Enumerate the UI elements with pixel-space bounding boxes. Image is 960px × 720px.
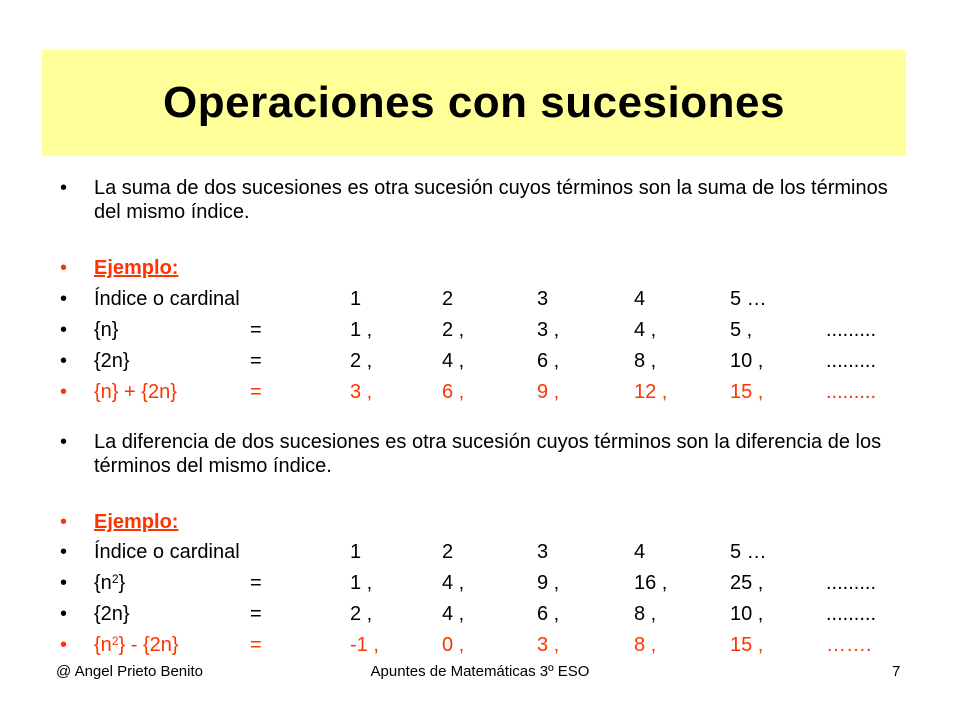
label-post: } bbox=[118, 572, 126, 594]
bullet-icon: • bbox=[60, 177, 68, 199]
equals-sign: = bbox=[250, 572, 262, 594]
cell: 1 , bbox=[350, 319, 373, 341]
cell: 4 bbox=[634, 541, 646, 563]
cell-ellipsis: ......... bbox=[826, 350, 877, 372]
cell: 12 , bbox=[634, 381, 668, 403]
bullet-icon: • bbox=[60, 572, 68, 594]
cell: 3 , bbox=[537, 319, 560, 341]
footer-author: @ Angel Prieto Benito bbox=[56, 663, 203, 680]
exponent: 2 bbox=[111, 634, 119, 648]
label-pre: {n bbox=[94, 634, 112, 656]
cell: 15 , bbox=[730, 381, 764, 403]
cell: 5 , bbox=[730, 319, 753, 341]
cell: 0 , bbox=[442, 634, 465, 656]
equals-sign: = bbox=[250, 603, 262, 625]
cell: 4 , bbox=[634, 319, 657, 341]
cell: 15 , bbox=[730, 634, 764, 656]
row-label bbox=[94, 571, 125, 595]
cell-ellipsis: ......... bbox=[826, 381, 877, 403]
label-post: } - {2n} bbox=[118, 634, 179, 656]
cell: 1 bbox=[350, 288, 362, 310]
cell: 3 bbox=[537, 288, 549, 310]
cell: 2 , bbox=[350, 350, 373, 372]
cell: 1 bbox=[350, 541, 362, 563]
cell-ellipsis: ......... bbox=[826, 603, 877, 625]
cell: 6 , bbox=[537, 603, 560, 625]
equals-sign: = bbox=[250, 350, 262, 372]
bullet-icon: • bbox=[60, 431, 68, 453]
row-label: {2n} bbox=[94, 603, 130, 625]
exponent: 2 bbox=[111, 572, 119, 586]
cell: 2 , bbox=[442, 319, 465, 341]
bullet-icon: • bbox=[60, 319, 68, 341]
bullet-icon: • bbox=[60, 350, 68, 372]
bullet-icon: • bbox=[60, 603, 68, 625]
footer-course: Apuntes de Matemáticas 3º ESO bbox=[370, 663, 590, 680]
cell: 10 , bbox=[730, 350, 764, 372]
bullet-icon: • bbox=[60, 541, 68, 563]
cell-ellipsis: ......... bbox=[826, 572, 877, 594]
page-title: Operaciones con sucesiones bbox=[163, 78, 785, 127]
row-label: {2n} bbox=[94, 350, 130, 372]
cell: 5 … bbox=[730, 288, 767, 310]
title-banner bbox=[42, 50, 906, 156]
cell: 9 , bbox=[537, 572, 560, 594]
cell: 2 bbox=[442, 541, 454, 563]
equals-sign: = bbox=[250, 381, 262, 403]
suma-definition: La suma de dos sucesiones es otra sucesión cuyos términos son la suma de los términos del mismo índice. bbox=[94, 177, 888, 223]
footer-page-number: 7 bbox=[892, 663, 901, 680]
cell: 1 , bbox=[350, 572, 373, 594]
cell: 3 bbox=[537, 541, 549, 563]
cell: 3 , bbox=[537, 634, 560, 656]
cell: 2 , bbox=[350, 603, 373, 625]
cell: 8 , bbox=[634, 634, 657, 656]
row-label bbox=[94, 633, 179, 657]
cell: 6 , bbox=[442, 381, 465, 403]
row-label: Índice o cardinal bbox=[94, 288, 240, 310]
row-label: Índice o cardinal bbox=[94, 541, 240, 563]
cell: 4 , bbox=[442, 603, 465, 625]
row-label: {n} bbox=[94, 319, 119, 341]
cell: 10 , bbox=[730, 603, 764, 625]
cell: 3 , bbox=[350, 381, 373, 403]
label-pre: {n bbox=[94, 572, 112, 594]
cell: 8 , bbox=[634, 603, 657, 625]
cell: 4 , bbox=[442, 350, 465, 372]
equals-sign: = bbox=[250, 319, 262, 341]
cell-ellipsis: ……. bbox=[826, 634, 872, 656]
bullet-icon: • bbox=[60, 634, 68, 656]
cell: 9 , bbox=[537, 381, 560, 403]
cell: 8 , bbox=[634, 350, 657, 372]
cell: 4 , bbox=[442, 572, 465, 594]
row-label: {n} + {2n} bbox=[94, 381, 177, 403]
cell: 5 … bbox=[730, 541, 767, 563]
cell: 25 , bbox=[730, 572, 764, 594]
bullet-icon: • bbox=[60, 511, 68, 533]
cell-ellipsis: ......... bbox=[826, 319, 877, 341]
ejemplo-label: Ejemplo: bbox=[94, 511, 179, 533]
bullet-icon: • bbox=[60, 257, 68, 279]
cell: 4 bbox=[634, 288, 646, 310]
cell: -1 , bbox=[350, 634, 379, 656]
cell: 6 , bbox=[537, 350, 560, 372]
cell: 2 bbox=[442, 288, 454, 310]
bullet-icon: • bbox=[60, 288, 68, 310]
bullet-icon: • bbox=[60, 381, 68, 403]
cell: 16 , bbox=[634, 572, 668, 594]
ejemplo-label: Ejemplo: bbox=[94, 257, 179, 279]
resta-definition: La diferencia de dos sucesiones es otra sucesión cuyos términos son la diferencia de los términos del mismo índice. bbox=[94, 431, 882, 477]
equals-sign: = bbox=[250, 634, 262, 656]
